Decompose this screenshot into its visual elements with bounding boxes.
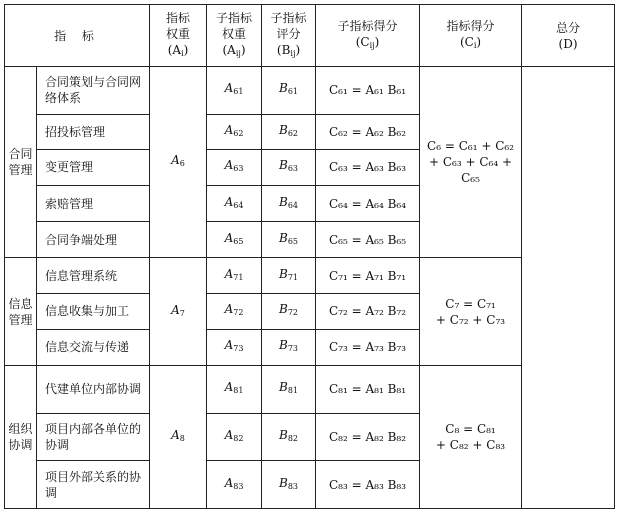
- subscore-formula: C₆₄ = A₆₄ B₆₄: [316, 186, 420, 222]
- indicator-table: [4, 4, 615, 509]
- weight-cell: $A_6$: [150, 67, 207, 258]
- subscore-cell: $B_{71}$: [262, 258, 316, 293]
- subscore-formula: C₆₂ = A₆₂ B₆₂: [316, 114, 420, 149]
- subweight-cell: $A_{62}$: [207, 114, 262, 149]
- subweight-cell: $A_{64}$: [207, 186, 262, 222]
- header-subweight: 子指标 权重 $(A_{ij})$: [207, 5, 262, 67]
- sub-indicator-name: 变更管理: [37, 149, 150, 185]
- subscore-formula: C₈₂ = A₈₂ B₈₂: [316, 413, 420, 461]
- subscore-cell: $B_{64}$: [262, 186, 316, 222]
- sub-indicator-name: 信息交流与传递: [37, 329, 150, 365]
- subscore-formula: C₇₃ = A₇₃ B₇₃: [316, 329, 420, 365]
- subscore-cell: $B_{72}$: [262, 293, 316, 329]
- sub-indicator-name: 合同策划与合同网络体系: [37, 67, 150, 115]
- subweight-cell: $A_{81}$: [207, 366, 262, 414]
- subscore-formula: C₆₃ = A₆₃ B₆₃: [316, 149, 420, 185]
- subscore-formula: C₈₁ = A₈₁ B₈₁: [316, 366, 420, 414]
- subscore-formula: C₆₅ = A₆₅ B₆₅: [316, 222, 420, 258]
- subscore-formula: C₇₁ = A₇₁ B₇₁: [316, 258, 420, 293]
- sub-indicator-name: 信息管理系统: [37, 258, 150, 293]
- sub-indicator-name: 合同争端处理: [37, 222, 150, 258]
- header-subscore-value: 子指标得分 $(C_{ij})$: [316, 5, 420, 67]
- sub-indicator-name: 索赔管理: [37, 186, 150, 222]
- sub-indicator-name: 代建单位内部协调: [37, 366, 150, 414]
- header-row: [5, 5, 615, 67]
- category-cell: 合同管理: [5, 67, 37, 258]
- weight-cell: $A_7$: [150, 258, 207, 366]
- category-cell: 组织协调: [5, 366, 37, 509]
- subweight-cell: $A_{83}$: [207, 461, 262, 509]
- indicator-score-formula: C₆ = C₆₁ + C₆₂ + C₆₃ + C₆₄ + C₆₅: [420, 67, 522, 258]
- subscore-cell: $B_{81}$: [262, 366, 316, 414]
- subscore-cell: $B_{83}$: [262, 461, 316, 509]
- weight-cell: $A_8$: [150, 366, 207, 509]
- subscore-cell: $B_{82}$: [262, 413, 316, 461]
- subweight-cell: $A_{73}$: [207, 329, 262, 365]
- subweight-cell: $A_{72}$: [207, 293, 262, 329]
- sub-indicator-name: 项目外部关系的协调: [37, 461, 150, 509]
- subweight-cell: $A_{63}$: [207, 149, 262, 185]
- header-indicator-score: 指标得分 $(C_i)$: [420, 5, 522, 67]
- header-indicator: 指 标: [5, 5, 150, 67]
- subscore-formula: C₈₃ = A₈₃ B₈₃: [316, 461, 420, 509]
- subscore-cell: $B_{62}$: [262, 114, 316, 149]
- header-subscore: 子指标 评分 $(B_{ij})$: [262, 5, 316, 67]
- subweight-cell: $A_{71}$: [207, 258, 262, 293]
- category-cell: 信息管理: [5, 258, 37, 366]
- sub-indicator-name: 项目内部各单位的协调: [37, 413, 150, 461]
- indicator-score-formula: C₈ = C₈₁ + C₈₂ + C₈₃: [420, 366, 522, 509]
- total-cell: [522, 67, 615, 509]
- sub-indicator-name: 招投标管理: [37, 114, 150, 149]
- subscore-formula: C₇₂ = A₇₂ B₇₂: [316, 293, 420, 329]
- subscore-cell: $B_{61}$: [262, 67, 316, 115]
- subweight-cell: $A_{65}$: [207, 222, 262, 258]
- subweight-cell: $A_{61}$: [207, 67, 262, 115]
- table-row: [5, 67, 615, 115]
- sub-indicator-name: 信息收集与加工: [37, 293, 150, 329]
- subweight-cell: $A_{82}$: [207, 413, 262, 461]
- subscore-cell: $B_{73}$: [262, 329, 316, 365]
- header-total: 总分 (D): [522, 5, 615, 67]
- header-weight: 指标 权重 $(A_i)$: [150, 5, 207, 67]
- subscore-cell: $B_{63}$: [262, 149, 316, 185]
- subscore-cell: $B_{65}$: [262, 222, 316, 258]
- indicator-score-formula: C₇ = C₇₁ + C₇₂ + C₇₃: [420, 258, 522, 366]
- subscore-formula: C₆₁ = A₆₁ B₆₁: [316, 67, 420, 115]
